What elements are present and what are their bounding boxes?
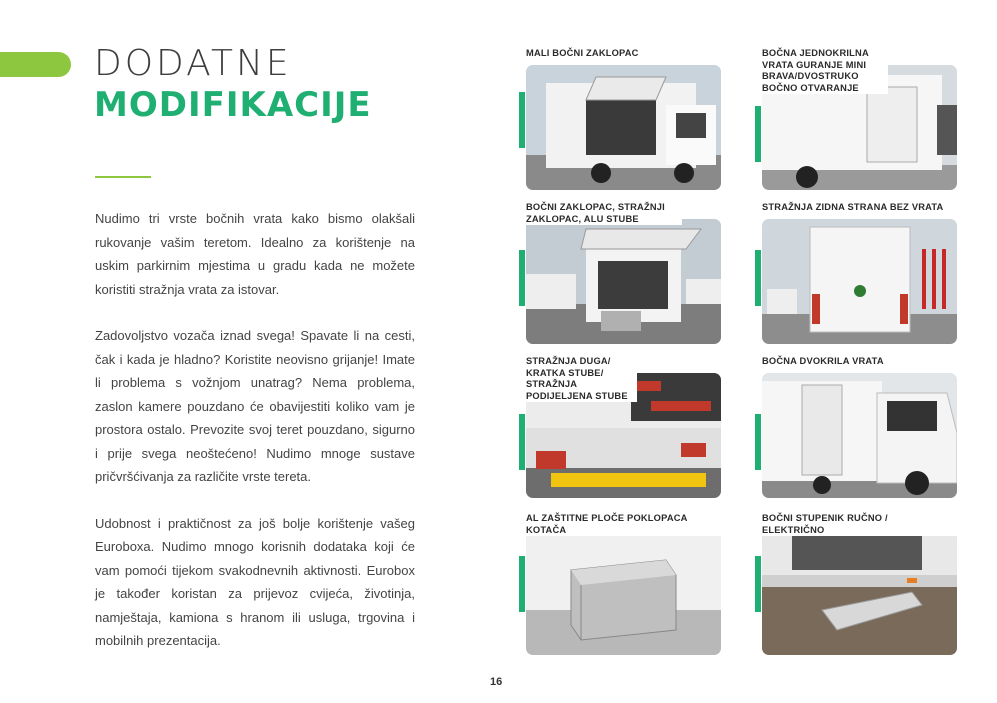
card-accent [755, 250, 761, 306]
paragraph-3: Udobnost i praktičnost za još bolje korištenje vašeg Euroboxa. Nudimo mnogo korisnih dodataka koji će vam pomoći tijekom svakodnevnih aktivnosti. Eurobox je također koristan za prijevoz cvijeća, životinja, namještaja, kamiona s hranom ili usluga, trgovina i mobilnih prezentacija. [95, 515, 415, 648]
card-side-flap [526, 48, 721, 190]
title-divider [95, 176, 151, 178]
card-flap-stairs [526, 202, 721, 344]
card-accent [519, 556, 525, 612]
card-side-step [762, 513, 957, 655]
photo-flap-stairs [526, 219, 721, 344]
card-double-door [762, 356, 957, 498]
card-label: BOČNA JEDNOKRILNA VRATA GURANJE MINI BRAVA/DVOSTRUKO BOČNO OTVARANJE [762, 48, 888, 94]
photo-rear-wall [762, 219, 957, 344]
card-accent [519, 414, 525, 470]
photo-side-flap [526, 65, 721, 190]
card-accent [755, 556, 761, 612]
card-label: BOČNI STUPENIK RUČNO / ELEKTRIČNO [762, 513, 957, 536]
accent-bar [0, 52, 71, 77]
card-label: MALI BOČNI ZAKLOPAC [526, 48, 645, 60]
card-accent [519, 92, 525, 148]
card-accent [519, 250, 525, 306]
card-accent [755, 106, 761, 162]
card-wheel-covers [526, 513, 721, 655]
title-line-2: MODIFIKACIJE [94, 85, 372, 125]
photo-double-door [762, 373, 957, 498]
body-text [95, 207, 415, 676]
card-label: STRAŽNJA ZIDNA STRANA BEZ VRATA [762, 202, 949, 214]
card-rear-wall [762, 202, 957, 344]
page-number: 16 [490, 676, 503, 688]
card-label: BOČNA DVOKRILA VRATA [762, 356, 890, 368]
card-rear-stairs [526, 356, 721, 498]
card-label: AL ZAŠTITNE PLOČE POKLOPACA KOTAČA [526, 513, 721, 536]
card-label: BOČNI ZAKLOPAC, STRAŽNJI ZAKLOPAC, ALU STUBE [526, 202, 682, 225]
card-label: STRAŽNJA DUGA/ KRATKA STUBE/ STRAŽNJA PODIJELJENA STUBE [526, 356, 637, 402]
card-accent [755, 414, 761, 470]
photo-wheel-covers [526, 530, 721, 655]
title-line-1: DODATNE [94, 43, 292, 84]
card-side-door [762, 48, 957, 190]
paragraph-1: Nudimo tri vrste bočnih vrata kako bismo olakšali rukovanje vašim teretom. Idealno za korištenje na uskim parkirnim mjestima u gradu kada ne možete koristiti stražnja vrata za istovar. [95, 211, 415, 297]
paragraph-2: Zadovoljstvo vozača iznad svega! Spavate li na cesti, čak i kada je hladno? Koristite neovisno grijanje! Imate li problema s vožnjom unatrag? Nema problema, zaslon kamere pouzdano će obavijestiti koliko vam je prostora ostalo. Prevozite svoj teret pouzdano, sigurno i prije svega neoštećeno! Nudimo mnoge sustave pričvršćivanja za različite vrste tereta. [95, 328, 415, 484]
photo-side-step [762, 530, 957, 655]
